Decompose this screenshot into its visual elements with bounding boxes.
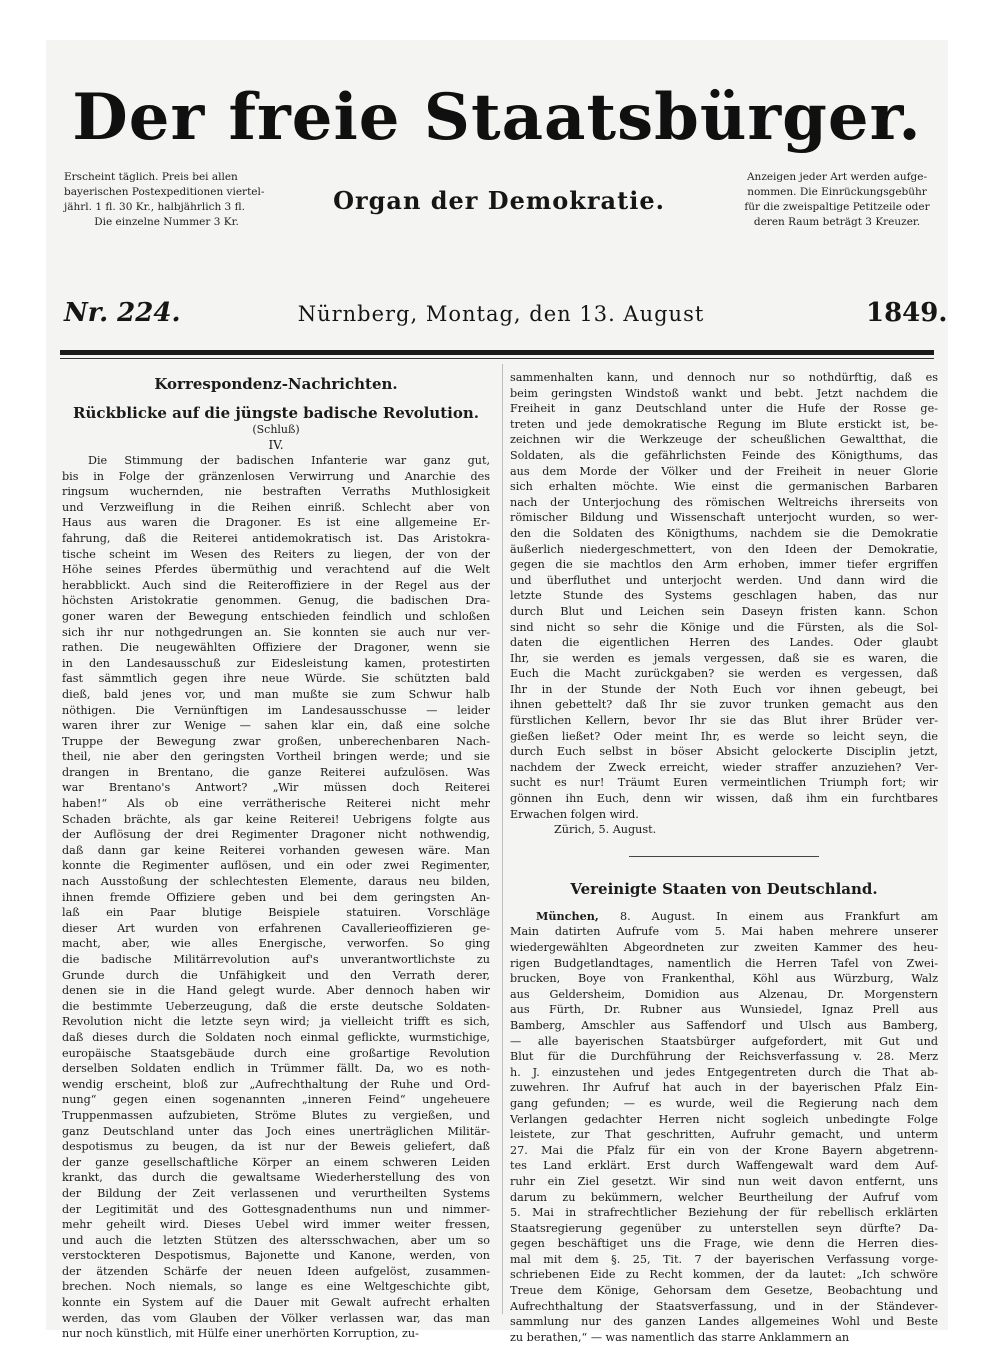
article-divider	[629, 856, 819, 857]
text-line: Truppenmassen aufzubieten, Ströme Blutes zu vergießen, und	[62, 1108, 490, 1122]
text-line: werden, das vom Glauben der Völker verlassen war, das man	[62, 1311, 490, 1325]
text-line: fast sämmtlich gegen ihre neue Würde. Sie schützten bald	[62, 672, 490, 686]
text-line: wendig erscheint, bloß zur „Aufrechthaltung der Ruhe und Ord-	[62, 1077, 490, 1091]
text-line: h. J. einzustehen und jedes Entgegentreten durch die That ab-	[510, 1065, 938, 1079]
text-line: fahrung, daß die Reiterei antidemokratisch ist. Das Aristokra-	[62, 531, 490, 545]
text-line: rigen Budgetlandtages, namentlich die Herren Tafel von Zwei-	[510, 956, 938, 970]
text-line: ruhr ein Ziel gesetzt. Wir sind nun weit davon entfernt, uns	[510, 1174, 938, 1188]
header-rule-thin	[60, 358, 934, 359]
text-line: ganz Deutschland unter das Joch eines unerträglichen Militär-	[62, 1124, 490, 1138]
text-line: Ihr in der Stunde der Noth Euch vor ihnen gebeugt, bei	[510, 682, 938, 696]
text-line: drangen in Brentano, die ganze Reiterei aufzulösen. Was	[62, 765, 490, 779]
text-line: der ganze gesellschaftliche Körper an einem schweren Leiden	[62, 1155, 490, 1169]
text-line: macht, aber, wie alles Energische, verworfen. So ging	[62, 937, 490, 951]
text-line: gießen ließet? Oder meint Ihr, es werde so leicht seyn, die	[510, 729, 938, 743]
text-line: mal mit dem §. 25, Tit. 7 der bayerischen Verfassung vorge-	[510, 1252, 938, 1266]
text-line: äußerlich niedergeschmettert, von den Ideen der Demokratie,	[510, 542, 938, 556]
right-column	[510, 370, 938, 1345]
text-line: nach Ausstoßung der schlechtesten Elemente, daraus neu bilden,	[62, 875, 490, 889]
text-line: denen sie in die Hand gelegt wurde. Aber dennoch haben wir	[62, 984, 490, 998]
text-line: despotismus zu beugen, da ist nur der Beweis geliefert, daß	[62, 1140, 490, 1154]
text-line: daß dieses durch die Soldaten noch einmal geflickte, wurmstichige,	[62, 1030, 490, 1044]
text-line: nachdem der Zweck erreicht, wieder straffer anzuziehen? Ver-	[510, 760, 938, 774]
text-line: zuwehren. Ihr Aufruf hat auch in der bayerischen Pfalz Ein-	[510, 1081, 938, 1095]
text-line: konnte ein System auf die Dauer mit Gewalt aufrecht erhalten	[62, 1296, 490, 1310]
text-line: aus Geldersheim, Domidion aus Alzenau, Dr. Morgenstern	[510, 987, 938, 1001]
text-line: Truppe der Bewegung zwar großen, unberechenbaren Nach-	[62, 734, 490, 748]
text-line: und auch die letzten Stützen des altersschwachen, aber um so	[62, 1233, 490, 1247]
text-line: krankt, das durch die gewaltsame Wiederherstellung des von	[62, 1171, 490, 1185]
text-line: der Bildung der Zeit verlassenen und verurtheilten Systems	[62, 1186, 490, 1200]
text-line: Die Stimmung der badischen Infanterie war ganz gut,	[88, 454, 490, 467]
text-line: der Auflösung der drei Regimenter Dragoner nicht nothwendig,	[62, 828, 490, 842]
issue-number: Nr. 224.	[64, 298, 181, 328]
text-line: nöthigen. Die Vernünftigen im Landesausschusse — leider	[62, 703, 490, 717]
text-line: Grunde durch die Unfähigkeit und den Verrath derer,	[62, 968, 490, 982]
text-line: theil, nie aber den geringsten Vortheil bringen werde; und sie	[62, 750, 490, 764]
text-line: Staatsregierung gegenüber zu unterstellen seyn dürfte? Da-	[510, 1221, 938, 1235]
advertising-line: deren Raum beträgt 3 Kreuzer.	[753, 216, 921, 228]
text-line: in den Landesausschuß zur Eidesleistung kamen, protestirten	[62, 656, 490, 670]
text-line: Euch die Macht zurückgaben? sie werden es vergessen, daß	[510, 667, 938, 681]
text-line: Blut für die Durchführung der Reichsverfassung v. 28. Merz	[510, 1050, 938, 1064]
text-line: sich erhalten möchte. Wie einst die germanischen Barbaren	[510, 480, 938, 494]
text-line: tes Land erklärt. Erst durch Waffengewalt ward dem Auf-	[510, 1159, 938, 1173]
text-line: derselben Soldaten endlich in Trümmer fällt. Da, wo es noth-	[62, 1062, 490, 1076]
text-line: Verlangen gedachter Herren nicht sogleich unbedingte Folge	[510, 1112, 938, 1126]
text-line: die bestimmte Ueberzeugung, daß die erste deutsche Soldaten-	[62, 999, 490, 1013]
text-line: ringsum wuchernden, nie bestraften Verraths Muthlosigkeit	[62, 485, 490, 499]
section-title-germany: Vereinigte Staaten von Deutschland.	[570, 879, 878, 898]
text-line: gönnen ihn Euch, denn wir wissen, daß ihm ein furchtbares	[510, 792, 938, 806]
newspaper-subtitle: Organ der Demokratie.	[333, 186, 665, 215]
text-line: Freiheit in ganz Deutschland unter die Hufe der Rosse ge-	[510, 402, 938, 416]
text-line: aus dem Morde der Völker und der Freiheit in neuer Glorie	[510, 464, 938, 478]
text-line: haben!“ Als ob eine verrätherische Reiterei nicht mehr	[62, 797, 490, 811]
text-line: Haus aus waren die Dragoner. Es ist eine allgemeine Er-	[62, 516, 490, 530]
text-line: laß ein Paar blutige Beispiele statuiren. Vorschläge	[62, 906, 490, 920]
text-line: war Brentano's Antwort? „Wir müssen doch Reiterei	[62, 781, 490, 795]
text-line: herabblickt. Auch sind die Reiteroffiziere in der Regel aus der	[62, 578, 490, 592]
text-line: Ihr, sie werden es jemals vergessen, daß sie es waren, die	[510, 651, 938, 665]
advertising-line: für die zweispaltige Petitzeile oder	[744, 201, 930, 213]
text-line: nur noch künstlich, mit Hülfe einer unerhörten Korruption, zu-	[62, 1327, 419, 1341]
text-line: sich ihr nur nothgedrungen an. Sie konnten sie auch nur ver-	[62, 625, 490, 639]
text-line: die badische Militärrevolution auf's unverantwortlichste zu	[62, 953, 490, 966]
issue-place-date: Nürnberg, Montag, den 13. August	[297, 302, 705, 326]
article-part: IV.	[268, 438, 284, 452]
text-line: Aufrechthaltung der Staatsverfassung, und in der Ständever-	[510, 1299, 938, 1313]
header-rule	[60, 350, 934, 355]
text-line: europäische Staatsgebäude durch eine großartige Revolution	[62, 1046, 490, 1060]
subscription-info	[64, 170, 269, 230]
subscription-line: Die einzelne Nummer 3 Kr.	[94, 216, 239, 228]
text-line: gegen beschäftiget uns die Frage, wie denn die Herren dies-	[510, 1237, 938, 1251]
place-lead: München,	[536, 908, 621, 923]
text-line: konnte die Regimenter auflösen, und ein oder zwei Regimenter,	[62, 859, 490, 873]
text-line: München, 8. August. In einem aus Frankfurt am	[536, 908, 938, 923]
text-line: durch Blut und Leichen sein Daseyn fristen kann. Schon	[510, 604, 938, 618]
text-line: — alle bayerischen Staatsbürger aufgefordert, mit Gut und	[510, 1034, 938, 1048]
text-line: brechen. Noch niemals, so lange es eine Weltgeschichte gibt,	[62, 1280, 490, 1294]
advertising-line: nommen. Die Einrückungsgebühr	[747, 186, 927, 198]
text-line: daß dann gar keine Reiterei vorhanden gewesen wäre. Man	[62, 843, 490, 857]
text-line: der ätzenden Schärfe der neuen Ideen aufgelöst, zusammen-	[62, 1264, 490, 1278]
text-line: treten und jede demokratische Regung im Blute erstickt ist, be-	[510, 417, 938, 431]
text-line: waren ihrer zur Wenige — sahen klar ein, daß eine solche	[62, 719, 490, 733]
article-body-munich	[510, 909, 938, 1346]
advertising-info	[724, 170, 950, 230]
newspaper-page	[46, 40, 948, 1344]
text-line: bis in Folge der gränzenlosen Verwirrung und Anarchie des	[62, 469, 490, 483]
section-title: Korrespondenz-Nachrichten.	[154, 375, 398, 393]
text-line: dieß, bald jenes vor, und man mußte sie zum Schwur halb	[62, 687, 490, 701]
text-line: 5. Mai in strafrechtlicher Beziehung der für rebellisch erklärten	[510, 1206, 938, 1220]
text-line: ihnen fremde Offiziere geben und bei dem geringsten An-	[62, 890, 490, 904]
text-line: Höhe seines Pferdes übermüthig und verachtend auf die Welt	[62, 563, 490, 577]
text-line: verstockteren Despotismus, Bajonette und Kanone, werden, von	[62, 1249, 490, 1263]
text-line: den die Soldaten des Königthums, nachdem sie die Demokratie	[510, 526, 938, 540]
text-line: 27. Mai die Pfalz für ein von der Krone Bayern abgetrenn-	[510, 1143, 938, 1157]
text-line: beim geringsten Windstoß wankt und bebt. Jetzt nachdem die	[510, 386, 938, 400]
text-line: römischer Bildung und Wissenschaft unterjocht wurden, so wer-	[510, 511, 938, 525]
text-line: sammlung nur des ganzen Landes allgemeines Wohl und Beste	[510, 1315, 938, 1329]
text-line: durch Euch selbst in böser Absicht gelockerte Disciplin jetzt,	[510, 745, 938, 759]
text-line: goner waren der Bewegung entschieden feindlich und schloßen	[62, 609, 490, 623]
text-line: sammenhalten kann, und dennoch nur so nothdürftig, daß es	[510, 371, 938, 384]
text-line: schriebenen Eide zu Recht kommen, der da lautet: „Ich schwöre	[510, 1268, 938, 1282]
text-line: nach der Unterjochung des römischen Weltreichs ihrerseits von	[510, 495, 938, 509]
text-line: und Verzweiflung in die Reihen einriß. Schlecht aber von	[62, 500, 490, 514]
article-body	[62, 453, 490, 1342]
text-line: tische scheint im Wesen des Reiters zu liegen, der von der	[62, 547, 490, 561]
text-line: Erwachen folgen wird.	[510, 807, 639, 821]
subscription-line: bayerischen Postexpeditionen viertel-	[64, 186, 265, 198]
text-line: dieser Art wurden von erfahrenen Cavallerieoffizieren ge-	[62, 921, 490, 935]
article-note: (Schluß)	[252, 423, 300, 436]
subscription-line: jährl. 1 fl. 30 Kr., halbjährlich 3 fl.	[64, 201, 245, 213]
text-line: rathen. Die neugewählten Offiziere der Dragoner, wenn sie	[62, 641, 490, 655]
text-line: gang gefunden; — es wurde, weil die Regierung nach dem	[510, 1096, 938, 1110]
article-title: Rückblicke auf die jüngste badische Revolution.	[73, 404, 479, 422]
text-line: sucht es nur! Träumt Euren vermeintlichen Triumph fort; wir	[510, 776, 938, 790]
text-line: Revolution nicht die letzte seyn wird; ja vielleicht trifft es sich,	[62, 1015, 490, 1029]
article-body-continued	[510, 370, 938, 822]
text-line: zu berathen,“ — was namentlich das starre Anklammern an	[510, 1330, 850, 1344]
text-line: Soldaten, als die gefährlichsten Feinde des Königthums, das	[510, 448, 938, 462]
text-line: der Legitimität und des Gottesgnadenthums nun und nimmer-	[62, 1202, 490, 1216]
text-line: und überfluthet und unterjocht werden. Und dann wird die	[510, 573, 938, 587]
text-line: daten die eigentlichen Herren des Landes. Oder glaubt	[510, 636, 938, 650]
article-dateline: Zürich, 5. August.	[554, 823, 657, 837]
text-line: sind nicht so sehr die Könige und die Fürsten, als die Sol-	[510, 620, 938, 634]
advertising-line: Anzeigen jeder Art werden aufge-	[746, 171, 928, 183]
text-line: gegen die sie machtlos den Arm erhoben, immer tiefer ergriffen	[510, 558, 938, 572]
text-line: Main datirten Aufrufe vom 5. Mai haben mehrere unserer	[510, 925, 938, 939]
issue-year: 1849.	[866, 298, 948, 328]
text-line: brucken, Boye von Frankenthal, Köhl aus Würzburg, Walz	[510, 972, 938, 986]
text-line: darum zu bekümmern, welcher Beurtheilung der Aufruf vom	[510, 1190, 938, 1204]
text-line: Bamberg, Amschler aus Saffendorf und Ulsch aus Bamberg,	[510, 1018, 938, 1032]
text-line: Schaden brächte, als gar keine Reiterei! Uebrigens folgte aus	[62, 812, 490, 826]
text-line: Treue dem Könige, Gehorsam dem Gesetze, Beobachtung und	[510, 1284, 938, 1298]
left-column	[62, 370, 490, 1342]
text-line: zeichnen wir die Werkzeuge der scheußlichen Gewaltthat, die	[510, 433, 938, 447]
text-line: letzte Stunde des Systems geschlagen haben, das nur	[510, 589, 938, 603]
text-line: aus Fürth, Dr. Rubner aus Wunsiedel, Ignaz Prell aus	[510, 1003, 938, 1017]
newspaper-title: Der freie Staatsbürger.	[72, 80, 922, 155]
column-divider	[502, 364, 503, 1314]
subscription-line: Erscheint täglich. Preis bei allen	[64, 171, 238, 183]
text-line: ihnen gebettelt? daß Ihr sie zuvor trunken gemacht aus den	[510, 698, 938, 712]
text-line: mehr geheilt wird. Dieses Uebel wird immer weiter fressen,	[62, 1218, 490, 1232]
text-line: höchsten Aristokratie genommen. Genug, die badischen Dra-	[62, 594, 490, 608]
text-line: wiedergewählten Abgeordneten zur zweiten Kammer des heu-	[510, 941, 938, 954]
text-line: leistete, zur That geschritten, Aufruhr gemacht, und unterm	[510, 1128, 938, 1142]
text-line: nung“ gegen einen sogenannten „inneren Feind“ ungeheuere	[62, 1093, 490, 1107]
text-line: fürstlichen Kellern, bevor Ihr sie das Blut ihrer Brüder ver-	[510, 714, 938, 728]
